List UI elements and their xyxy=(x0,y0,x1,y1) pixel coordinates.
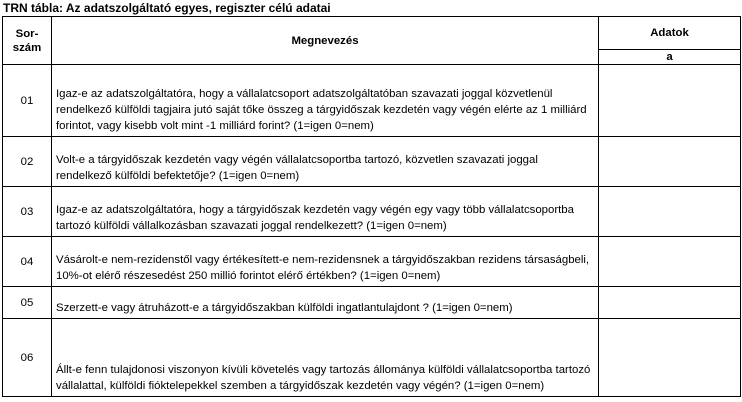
row-value-cell[interactable] xyxy=(599,137,741,187)
row-description: Igaz-e az adatszolgáltatóra, hogy a vállalatcsoport adatszolgáltatóban szavazati joggal közvetlenül rendelkező külföldi tagjaira jutó saját tőke összeg a tárgyidőszak kezdetén vagy végén elérte az 1 milliárd forintot, vagy kisebb volt mint -1 milliárd forint? (1=igen 0=nem) xyxy=(52,65,599,137)
row-description: Vásárolt-e nem-rezidenstől vagy értékesített-e nem-rezidensnek a tárgyidőszakban rezidens társaságbeli, 10%-ot elérő részesedést 250 millió forintot elérő értékben? (1=igen 0=nem) xyxy=(52,237,599,287)
row-number: 03 xyxy=(3,187,52,237)
row-number: 05 xyxy=(3,287,52,319)
table-row xyxy=(3,137,741,187)
adatok-header: Adatok xyxy=(599,17,741,50)
row-value-cell[interactable] xyxy=(599,319,741,397)
row-value-cell[interactable] xyxy=(599,237,741,287)
table-row xyxy=(3,319,741,397)
table-title: TRN tábla: Az adatszolgáltató egyes, regiszter célú adatai xyxy=(3,1,331,15)
row-description: Igaz-e az adatszolgáltatóra, hogy a tárgyidőszak kezdetén vagy végén egy vagy több vállalatcsoportba tartozó külföldi vállalkozásban szavazati joggal rendelkezett? (1=igen 0=nem) xyxy=(52,187,599,237)
row-description: Állt-e fenn tulajdonosi viszonyon kívüli követelés vagy tartozás állománya külföldi vállalatcsoportba tartozó vállalattal, külföldi fióktelepekkel szemben a tárgyidőszak kezdetén vagy végén? (1=igen 0=nem) xyxy=(52,319,599,397)
row-description: Szerzett-e vagy átruházott-e a tárgyidőszakban külföldi ingatlantulajdont ? (1=igen 0=nem) xyxy=(52,287,599,319)
row-number: 04 xyxy=(3,237,52,287)
row-number: 01 xyxy=(3,65,52,137)
column-a-header: a xyxy=(599,50,741,65)
sorszam-header-line2: szám xyxy=(12,41,42,54)
table-row xyxy=(3,237,741,287)
row-value-cell[interactable] xyxy=(599,187,741,237)
table-row xyxy=(3,187,741,237)
row-number: 02 xyxy=(3,137,52,187)
row-value-cell[interactable] xyxy=(599,287,741,319)
row-description: Volt-e a tárgyidőszak kezdetén vagy végén vállalatcsoportba tartozó, közvetlen szavazati joggal rendelkező külföldi befektetője? (1=igen 0=nem) xyxy=(52,137,599,187)
row-number: 06 xyxy=(3,319,52,397)
trn-table xyxy=(2,16,741,397)
sorszam-header xyxy=(3,17,52,65)
table-row xyxy=(3,65,741,137)
sorszam-header-line1: Sor- xyxy=(15,27,39,40)
table-row xyxy=(3,287,741,319)
megnevezes-header: Megnevezés xyxy=(52,17,599,65)
row-value-cell[interactable] xyxy=(599,65,741,137)
